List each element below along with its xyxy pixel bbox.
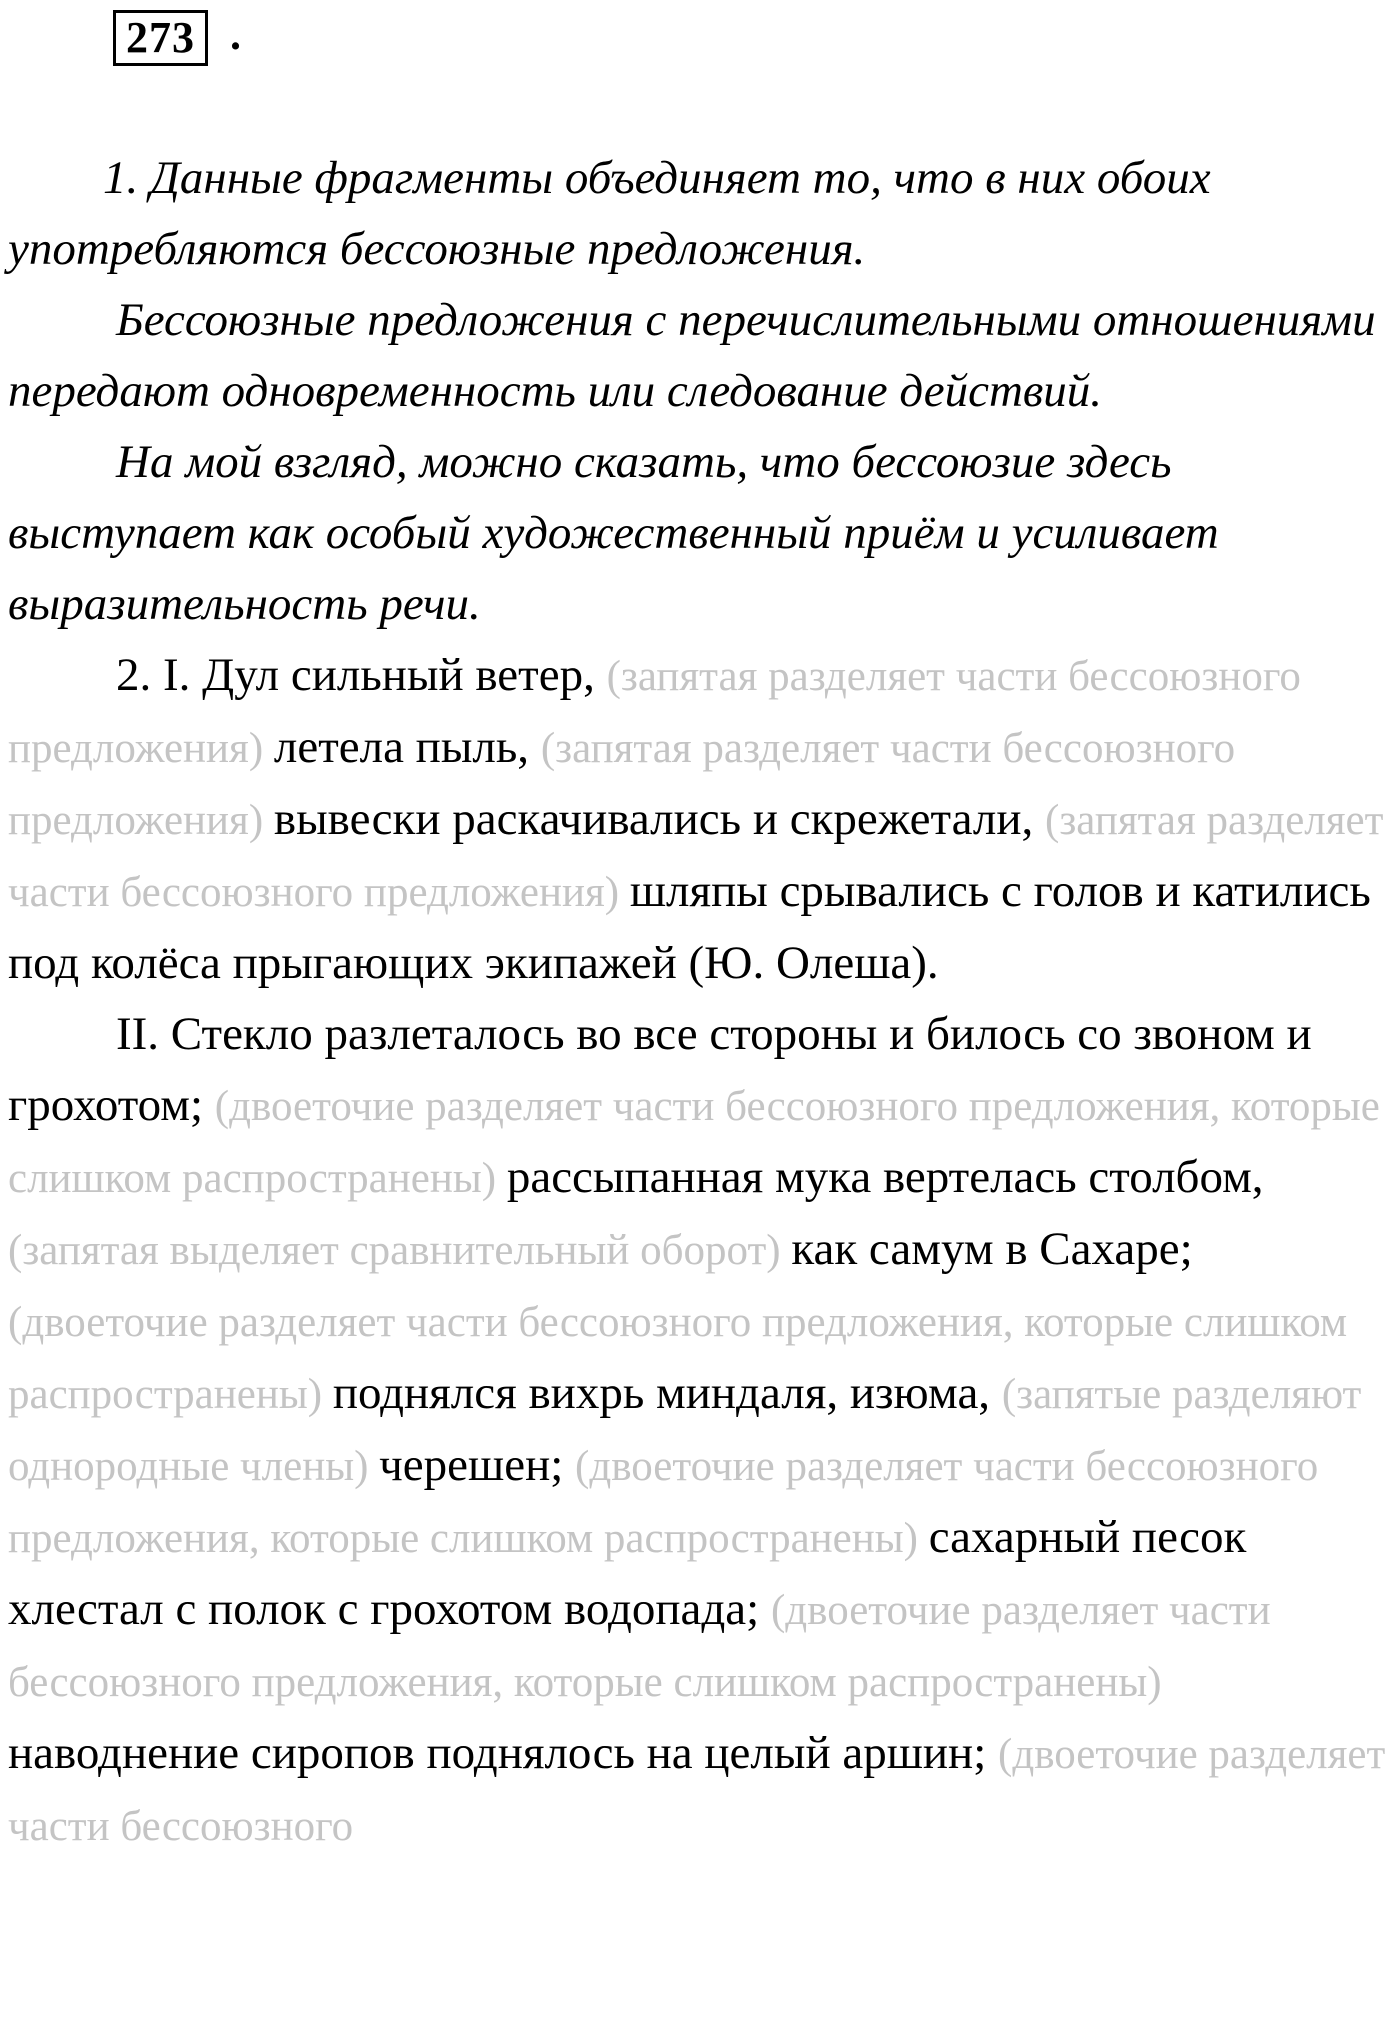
punctuation-comment: (запятая выделяет сравнительный оборот) — [8, 1227, 792, 1274]
sentence-fragment: черешен; — [379, 1439, 576, 1491]
punctuation-comment: (двоеточие разделяет части бессоюзного предложения, которые слишком распространены) — [8, 1083, 1380, 1202]
part-one-paragraph-3: На мой взгляд, можно сказать, что бессоюзие здесь выступает как особый художественный приём и усиливает выразительность речи. — [8, 436, 1219, 630]
sentence-fragment: поднялся вихрь миндаля, изюма, — [332, 1367, 1002, 1419]
part-one-paragraph-2: Бессоюзные предложения с перечислительными отношениями передают одновременность или следование действий. — [8, 294, 1376, 417]
sentence-fragment: летела пыль, — [273, 721, 541, 773]
punctuation-comment: (двоеточие разделяет части бессоюзного — [8, 1731, 1386, 1850]
sentence-fragment: сахарный песок хлестал с полок с грохотом водопада; — [8, 1511, 1247, 1635]
punctuation-comment: (запятая разделяет части бессоюзного предложения) — [8, 725, 1236, 844]
answer-text — [8, 143, 1398, 1862]
sentence-fragment: шляпы срывались с голов и катились под колёса прыгающих экипажей (Ю. Олеша). — [8, 865, 1371, 989]
sentence-fragment: рассыпанная мука вертелась столбом, — [506, 1151, 1264, 1203]
sentence-fragment: как самум в Сахаре; — [791, 1223, 1193, 1275]
punctuation-comment: (двоеточие разделяет части бессоюзного предложения, которые слишком распространены) — [8, 1443, 1319, 1562]
punctuation-comment: (двоеточие разделяет части бессоюзного предложения, которые слишком распространены) — [8, 1299, 1348, 1418]
sentence-fragment: наводнение сиропов поднялось на целый аршин; — [8, 1727, 999, 1779]
punctuation-comment: (запятая разделяет части бессоюзного предложения) — [8, 797, 1384, 916]
exercise-number-box: 273 — [113, 10, 208, 66]
punctuation-comment: (запятая разделяет части бессоюзного предложения) — [8, 653, 1301, 772]
sentence-fragment: вывески раскачивались и скрежетали, — [273, 793, 1045, 845]
exercise-number-dot: . — [230, 10, 241, 59]
part-one-paragraph-1: 1. Данные фрагменты объединяет то, что в них обоих употребляются бессоюзные предложения. — [8, 152, 1211, 275]
sentence-fragment: II. Стекло разлеталось во все стороны и билось со звоном и грохотом; — [8, 1008, 1312, 1131]
part-one — [8, 143, 1398, 640]
punctuation-comment: (двоеточие разделяет части бессоюзного предложения, которые слишком распространены) — [8, 1587, 1271, 1706]
part-two-paragraph — [8, 640, 1398, 999]
sentence-fragment: 2. I. Дул сильный ветер, — [116, 649, 607, 701]
part-three-paragraph — [8, 999, 1398, 1862]
punctuation-comment: (запятые разделяют однородные члены) — [8, 1371, 1362, 1490]
